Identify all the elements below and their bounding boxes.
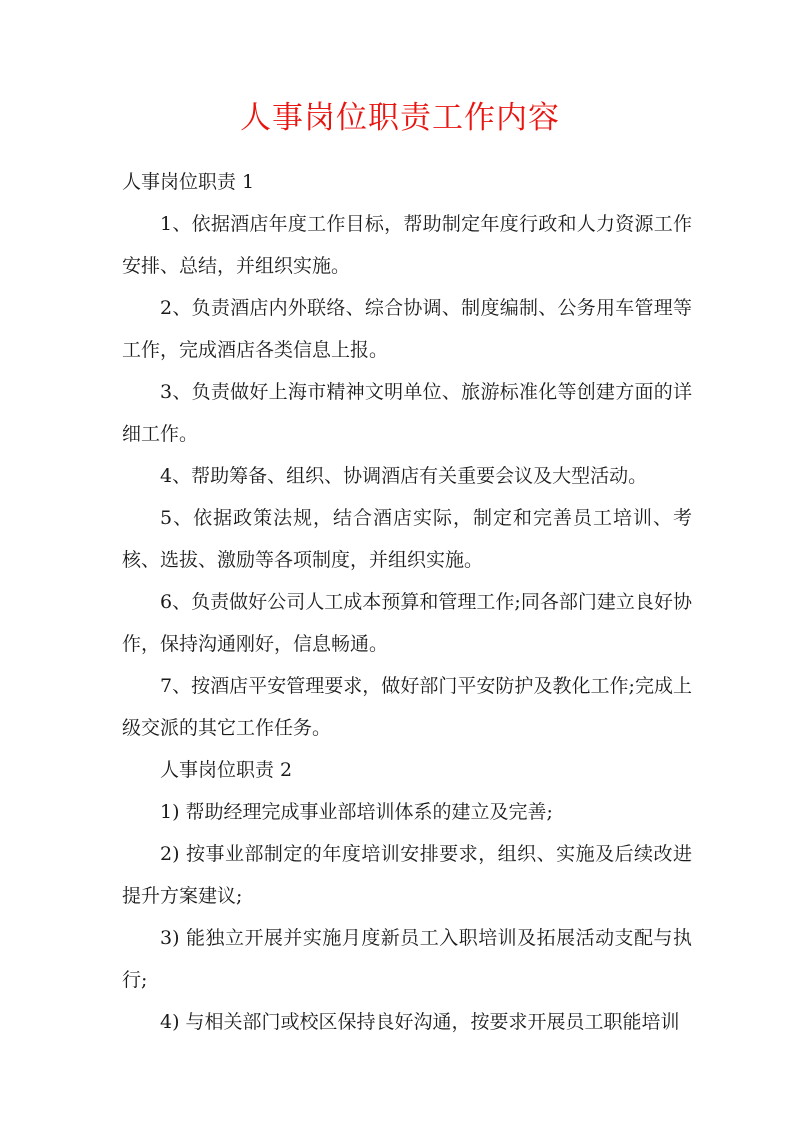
duty-item: 2、负责酒店内外联络、综合协调、制度编制、公务用车管理等工作，完成酒店各类信息上报。 — [122, 297, 692, 361]
duty-item: 3、负责做好上海市精神文明单位、旅游标准化等创建方面的详细工作。 — [122, 381, 692, 445]
duty-item: 7、按酒店平安管理要求，做好部门平安防护及教化工作;完成上级交派的其它工作任务。 — [122, 675, 692, 739]
duty-item: 6、负责做好公司人工成本预算和管理工作;同各部门建立良好协作，保持沟通刚好，信息畅通。 — [122, 591, 692, 655]
section-heading-1: 人事岗位职责 1 — [122, 171, 255, 193]
duty-item: 4、帮助筹备、组织、协调酒店有关重要会议及大型活动。 — [160, 465, 648, 487]
duty-item: 4) 与相关部门或校区保持良好沟通，按要求开展员工职能培训 — [160, 1011, 680, 1033]
duty-item: 2) 按事业部制定的年度培训安排要求，组织、实施及后续改进提升方案建议; — [122, 843, 692, 907]
duty-item: 1) 帮助经理完成事业部培训体系的建立及完善; — [160, 801, 553, 823]
document-title: 人事岗位职责工作内容 — [240, 100, 560, 136]
duty-item: 1、依据酒店年度工作目标，帮助制定年度行政和人力资源工作安排、总结，并组织实施。 — [122, 213, 692, 277]
duty-item: 5、依据政策法规，结合酒店实际，制定和完善员工培训、考核、选拔、激励等各项制度，并组织实施。 — [122, 507, 692, 571]
duty-item: 3) 能独立开展并实施月度新员工入职培训及拓展活动支配与执行; — [122, 927, 692, 991]
section-heading-2: 人事岗位职责 2 — [160, 759, 293, 781]
